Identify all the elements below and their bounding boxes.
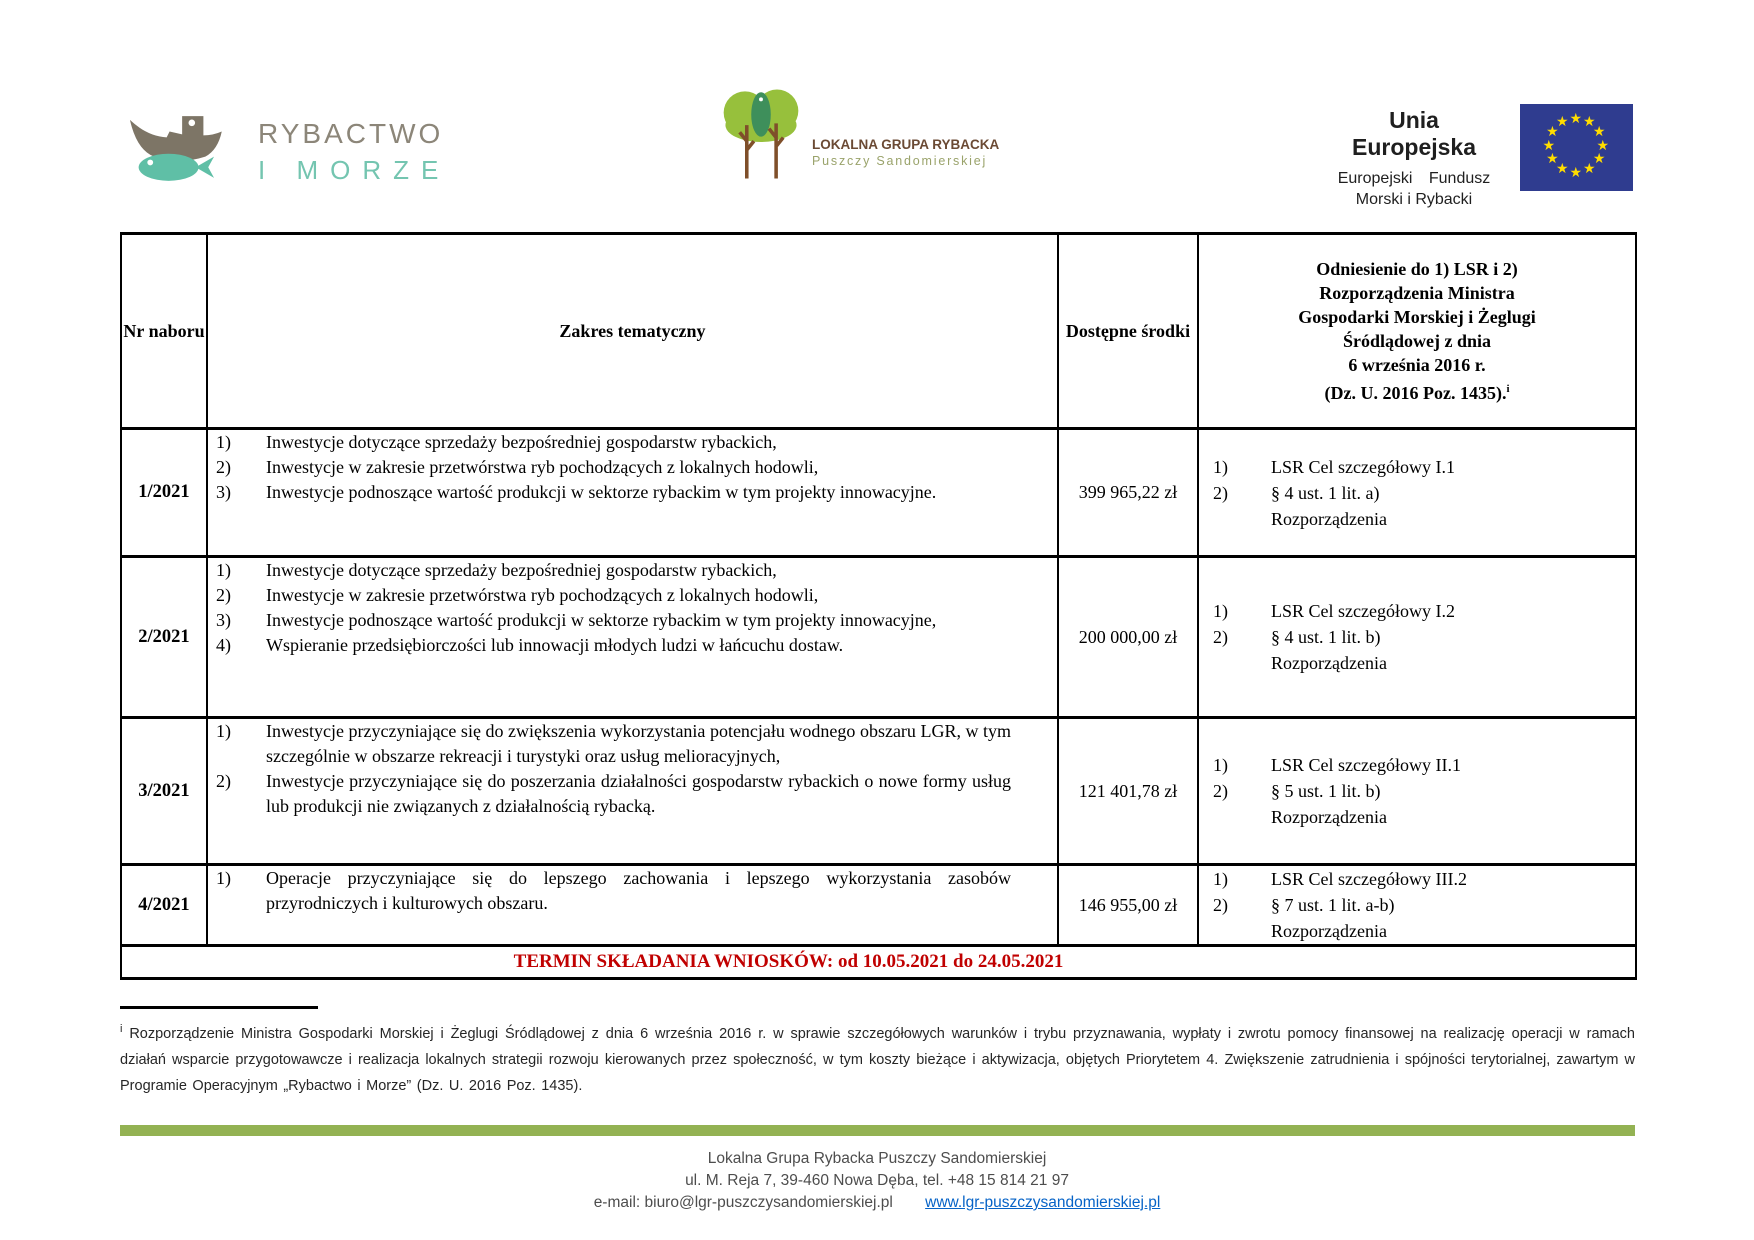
footnote-separator xyxy=(120,1006,318,1009)
col-header-odniesienie: Odniesienie do 1) LSR i 2) Rozporządzenia Ministra Gospodarki Morskiej i Żeglugi Śródlądowej z dnia 6 września 2016 r. (Dz. U. 2016 Poz. 1435).$^i$ xyxy=(1198,234,1636,429)
eu-flag xyxy=(1520,104,1633,191)
cell-nr-naboru: 1/2021 xyxy=(121,429,207,557)
cell-dostepne-srodki: 146 955,00 zł xyxy=(1058,865,1198,946)
footer-website-link[interactable]: www.lgr-puszczysandomierskiej.pl xyxy=(925,1194,1161,1211)
eu-logo-title: Unia Europejska xyxy=(1352,107,1476,160)
odniesienie-line: Rozporządzenia xyxy=(1271,807,1387,827)
eu-star-icon: ★ xyxy=(1556,115,1569,131)
cell-dostepne-srodki: 121 401,78 zł xyxy=(1058,718,1198,865)
cell-nr-naboru: 3/2021 xyxy=(121,718,207,865)
footer-org-name: Lokalna Grupa Rybacka Puszczy Sandomierskiej xyxy=(707,1150,1047,1167)
footer-email: e-mail: biuro@lgr-puszczysandomierskiej.pl xyxy=(593,1194,893,1211)
eu-star-icon: ★ xyxy=(1556,161,1569,177)
footnote-body: Rozporządzenie Ministra Gospodarki Morskiej i Żeglugi Śródlądowej z dnia 6 września 2016 r. w sprawie szczegółowych warunków i trybu przyznawania, wypłaty i zwrotu pomocy finansowej na realizację operacji w ramach działań wsparcie przygotowawcze i realizacja lokalnych strategii rozwoju kierowanych przez społeczność, w tym koszty bieżące i aktywizacja, objętych Priorytetem 4. Zwiększenie zatrudnienia i spójności terytorialnej, zawartym w Programie Operacyjnym „Rybactwo i Morze” (Dz. U. 2016 Poz. 1435). xyxy=(120,1025,1635,1094)
cell-dostepne-srodki: 200 000,00 zł xyxy=(1058,557,1198,718)
boat-fish-icon xyxy=(128,108,244,186)
cell-odniesienie xyxy=(1198,718,1636,865)
table-row xyxy=(121,718,1636,865)
eu-star-icon: ★ xyxy=(1592,152,1606,167)
zakres-item: 1) Inwestycje przyczyniające się do zwiększenia wykorzystania potencjału wodnego obszaru LGR, w tym szczególnie w obszarze rekreacji i turystyki oraz usług melioracyjnych, xyxy=(216,721,1011,766)
table-row xyxy=(121,429,1636,557)
cell-nr-naboru: 4/2021 xyxy=(121,865,207,946)
col-header-dostepne-srodki: Dostępne środki xyxy=(1058,234,1198,429)
zakres-item: 2) Inwestycje w zakresie przetwórstwa ryb pochodzących z lokalnych hodowli, xyxy=(216,457,819,477)
odniesienie-line: 1) LSR Cel szczegółowy III.2 xyxy=(1213,869,1467,889)
eu-star-icon: ★ xyxy=(1592,125,1606,140)
cell-odniesienie xyxy=(1198,865,1636,946)
zakres-item: 2) Inwestycje w zakresie przetwórstwa ryb pochodzących z lokalnych hodowli, xyxy=(216,585,819,605)
cell-nr-naboru: 2/2021 xyxy=(121,557,207,718)
rybactwo-i-morze-logo xyxy=(128,108,450,186)
odniesienie-line: Rozporządzenia xyxy=(1271,508,1387,529)
eu-logo xyxy=(1328,104,1633,210)
header-footnote-marker: i xyxy=(1506,383,1510,395)
eu-star-icon: ★ xyxy=(1542,138,1556,154)
eu-star-icon: ★ xyxy=(1596,138,1610,154)
lgr-logo-title: LOKALNA GRUPA RYBACKA xyxy=(812,137,1000,152)
table-header-row xyxy=(121,234,1636,429)
odniesienie-line: 2) § 7 ust. 1 lit. a-b) xyxy=(1213,895,1395,915)
zakres-item: 1) Inwestycje dotyczące sprzedaży bezpośredniej gospodarstw rybackich, xyxy=(216,432,777,452)
eu-star-icon: ★ xyxy=(1583,115,1596,131)
odniesienie-line: 2) § 5 ust. 1 lit. b) xyxy=(1213,781,1381,801)
eu-logo-fund-line1: Europejski Fundusz xyxy=(1337,170,1491,187)
lgr-logo-subtitle: Puszczy Sandomierskiej xyxy=(812,154,988,168)
deadline-row xyxy=(121,946,1636,979)
footer-green-bar xyxy=(120,1125,1635,1136)
footnote-text xyxy=(120,1016,1635,1099)
eu-star-icon: ★ xyxy=(1546,152,1559,167)
odniesienie-line: 2) § 4 ust. 1 lit. a) xyxy=(1213,482,1380,503)
zakres-item: 3) Inwestycje podnoszące wartość produkcji w sektorze rybackim w tym projekty innowacyjne. xyxy=(216,482,937,502)
trees-fish-icon xyxy=(716,86,806,182)
zakres-item: 4) Wspieranie przedsiębiorczości lub innowacji młodych ludzi w łańcuchu dostaw. xyxy=(216,635,844,655)
odniesienie-line: Rozporządzenia xyxy=(1271,921,1387,941)
cell-odniesienie xyxy=(1198,557,1636,718)
odniesienie-line: Rozporządzenia xyxy=(1271,653,1387,673)
zakres-item: 3) Inwestycje podnoszące wartość produkcji w sektorze rybackim w tym projekty innowacyjne, xyxy=(216,610,937,630)
lgr-logo xyxy=(716,86,999,182)
eu-star-icon: ★ xyxy=(1569,111,1583,127)
rybactwo-logo-title: RYBACTWO xyxy=(258,118,444,149)
cell-zakres-tematyczny xyxy=(207,429,1058,557)
cell-zakres-tematyczny xyxy=(207,718,1058,865)
odniesienie-line: 1) LSR Cel szczegółowy II.1 xyxy=(1213,755,1461,775)
footer-address: ul. M. Reja 7, 39-460 Nowa Dęba, tel. +48 15 814 21 97 xyxy=(685,1172,1069,1189)
odniesienie-line: 1) LSR Cel szczegółowy I.1 xyxy=(1213,456,1455,477)
odniesienie-line: 2) § 4 ust. 1 lit. b) xyxy=(1213,627,1381,647)
eu-logo-fund-line2: Morski i Rybacki xyxy=(1355,191,1473,208)
footer-contact-line xyxy=(0,1192,1754,1214)
footer xyxy=(0,1148,1754,1214)
col-header-nr-naboru: Nr naboru xyxy=(121,234,207,429)
cell-odniesienie xyxy=(1198,429,1636,557)
eu-star-icon: ★ xyxy=(1569,165,1583,181)
cell-zakres-tematyczny xyxy=(207,557,1058,718)
table-row xyxy=(121,865,1636,946)
odniesienie-line: 1) LSR Cel szczegółowy I.2 xyxy=(1213,601,1455,621)
deadline-banner: TERMIN SKŁADANIA WNIOSKÓW: od 10.05.2021 do 24.05.2021 xyxy=(121,946,1636,979)
calls-table xyxy=(120,232,1637,980)
rybactwo-logo-subtitle: I MORZE xyxy=(258,155,451,185)
zakres-item: 1) Operacje przyczyniające się do lepszego zachowania i lepszego wykorzystania zasobów przyrodniczych i kulturowych obszaru. xyxy=(216,868,1011,913)
cell-zakres-tematyczny xyxy=(207,865,1058,946)
eu-star-icon: ★ xyxy=(1546,125,1559,140)
col-header-zakres-tematyczny: Zakres tematyczny xyxy=(207,234,1058,429)
zakres-item: 2) Inwestycje przyczyniające się do poszerzania działalności gospodarstw rybackich o nowe formy usług lub produkcji nie związanych z działalnością rybacką. xyxy=(216,771,1011,816)
cell-dostepne-srodki: 399 965,22 zł xyxy=(1058,429,1198,557)
zakres-item: 1) Inwestycje dotyczące sprzedaży bezpośredniej gospodarstw rybackich, xyxy=(216,560,777,580)
footnote-marker: i xyxy=(120,1023,123,1035)
table-row xyxy=(121,557,1636,718)
eu-star-icon: ★ xyxy=(1583,161,1596,177)
